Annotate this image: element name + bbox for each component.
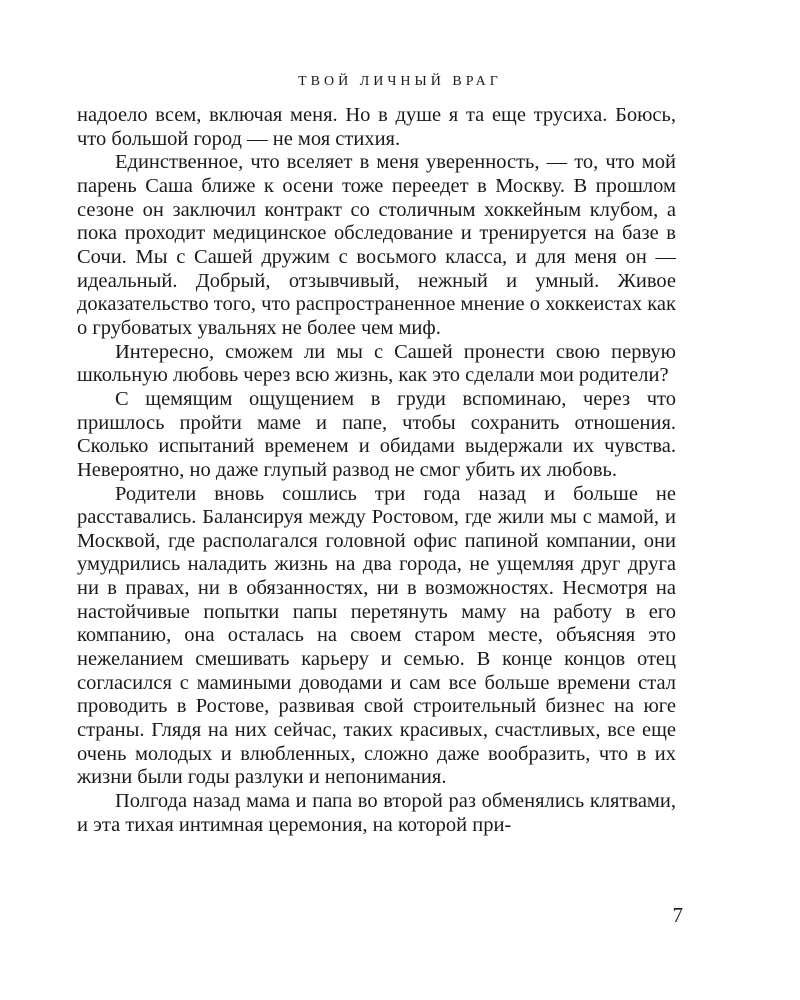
running-head: ТВОЙ ЛИЧНЫЙ ВРАГ — [298, 74, 502, 89]
body-text — [77, 104, 676, 837]
paragraph: надоело всем, включая меня. Но в душе я та еще трусиха. Боюсь, что большой город — не моя стихия. — [77, 104, 676, 150]
paragraph: Единственное, что вселяет в меня уверенность, — то, что мой парень Саша ближе к осени тоже переедет в Москву. В прошлом сезоне он заключил контракт со столичным хоккейным клубом, а пока проходит медицинское обследование и тренируется на базе в Сочи. Мы с Сашей дружим с восьмого класса, и для меня он — идеальный. Добрый, отзывчивый, нежный и умный. Живое доказательство того, что распространенное мнение о хоккеистах как о грубоватых увальнях не более чем миф. — [77, 151, 676, 339]
paragraph: Интересно, сможем ли мы с Сашей пронести свою первую школьную любовь через всю жизнь, как это сделали мои родители? — [77, 340, 676, 387]
paragraph: Полгода назад мама и папа во второй раз обменялись клятвами, и эта тихая интимная церемония, на которой при- — [77, 790, 676, 836]
paragraph: С щемящим ощущением в груди вспоминаю, через что пришлось пройти маме и папе, чтобы сохранить отношения. Сколько испытаний временем и обидами выдержали их чувства. Невероятно, но даже глупый развод не смог убить их любовь. — [77, 387, 676, 481]
paragraph: Родители вновь сошлись три года назад и больше не расставались. Балансируя между Ростовом, где жили мы с мамой, и Москвой, где располагался головной офис папиной компании, они умудрились наладить жизнь на два города, не ущемляя друг друга ни в правах, ни в обязанностях, ни в возможностях. Несмотря на настойчивые попытки папы перетянуть маму на работу в его компанию, она осталась на своем старом месте, объясняя это нежеланием смешивать карьеру и семью. В конце концов отец согласился с мамиными доводами и сам все больше времени стал проводить в Ростове, развивая свой строительный бизнес на юге страны. Глядя на них сейчас, таких красивых, счастливых, все еще очень молодых и влюбленных, сложно даже вообразить, что в их жизни были годы разлуки и непонимания. — [77, 482, 676, 789]
page-number: 7 — [672, 903, 683, 927]
